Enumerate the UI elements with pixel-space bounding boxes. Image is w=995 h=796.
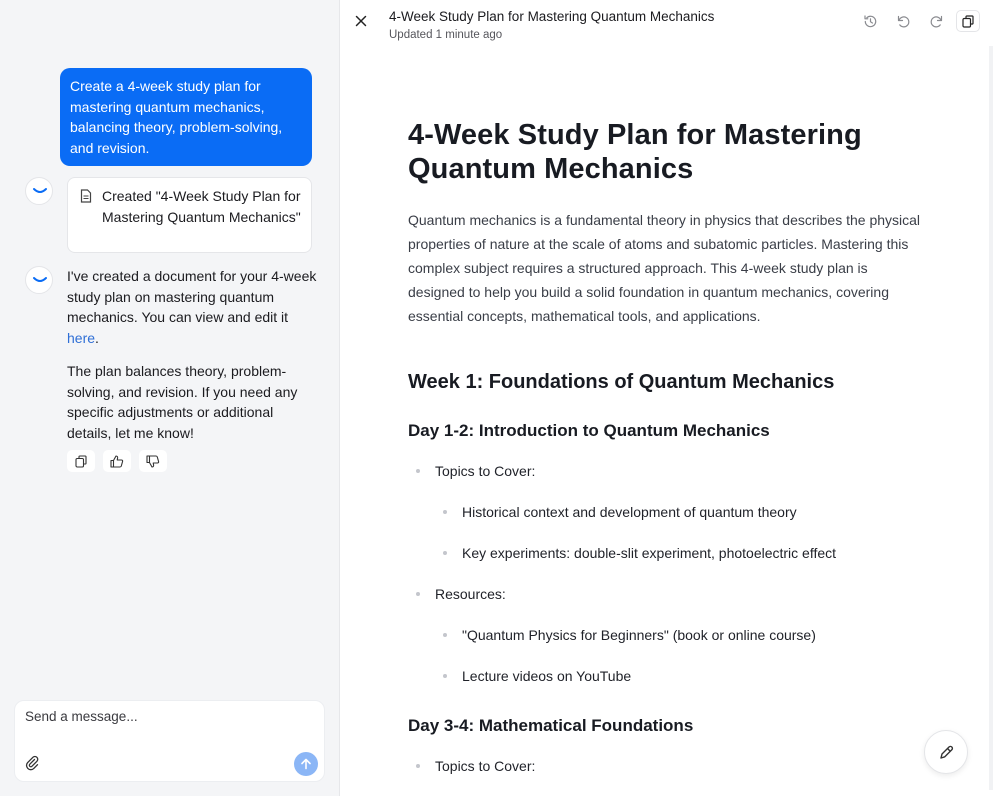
sub-list — [435, 626, 928, 685]
scrollbar[interactable] — [989, 46, 993, 790]
assistant-avatar — [25, 177, 53, 205]
assistant-text: . — [95, 329, 99, 346]
copy-icon — [75, 455, 88, 468]
assistant-paragraph: The plan balances theory, problem-solving, and revision. If you need any specific adjustments or additional details, let me know! — [67, 363, 298, 441]
document-panel — [340, 0, 995, 796]
document-updated: Updated 1 minute ago — [389, 29, 503, 41]
list-item: Historical context and development of quantum theory — [435, 503, 928, 521]
assistant-text: I've created a document for your 4-week study plan on mastering quantum mechanics. You can view and edit it — [67, 268, 317, 325]
list-item-label: Resources: — [435, 586, 506, 602]
copy-icon — [962, 15, 975, 28]
user-message: Create a 4-week study plan for mastering quantum mechanics, balancing theory, problem-solving, and revision. — [60, 68, 312, 166]
pen-icon — [938, 744, 955, 761]
redo-button[interactable] — [924, 10, 948, 32]
document-heading: 4-Week Study Plan for Mastering Quantum Mechanics — [408, 119, 862, 185]
assistant-paragraph — [67, 266, 317, 348]
arrow-up-icon — [300, 758, 312, 770]
edit-button[interactable] — [924, 730, 968, 774]
document-icon — [80, 189, 92, 203]
document-content — [408, 118, 928, 796]
list-item: "Quantum Physics for Beginners" (book or online course) — [435, 626, 928, 644]
week-heading: Week 1: Foundations of Quantum Mechanics — [408, 371, 835, 393]
message-composer — [14, 700, 325, 782]
send-button[interactable] — [294, 752, 318, 776]
thumbs-down-icon — [146, 455, 160, 468]
close-button[interactable] — [348, 8, 374, 34]
day-heading: Day 3-4: Mathematical Foundations — [408, 716, 694, 735]
assistant-message — [67, 266, 317, 456]
assistant-avatar — [25, 266, 53, 294]
message-input[interactable] — [25, 709, 315, 724]
undo-icon — [896, 14, 911, 29]
created-card-label: Created "4-Week Study Plan for Mastering Quantum Mechanics" — [102, 188, 301, 225]
list-item — [408, 462, 928, 562]
thumbs-up-button[interactable] — [103, 450, 131, 472]
thumbs-down-button[interactable] — [139, 450, 167, 472]
paperclip-icon — [25, 755, 39, 771]
message-actions — [67, 450, 167, 472]
redo-icon — [929, 14, 944, 29]
chat-panel — [0, 0, 340, 796]
list-item — [408, 585, 928, 685]
undo-button[interactable] — [891, 10, 915, 32]
topic-list — [408, 757, 928, 775]
version-history-button[interactable] — [858, 10, 882, 32]
copy-button[interactable] — [67, 450, 95, 472]
list-item: Topics to Cover: — [408, 757, 928, 775]
list-item: Lecture videos on YouTube — [435, 667, 928, 685]
copy-document-button[interactable] — [956, 10, 980, 32]
here-link[interactable]: here — [67, 329, 96, 346]
list-item: Key experiments: double-slit experiment, photoelectric effect — [435, 544, 928, 562]
list-item-label: Topics to Cover: — [435, 463, 536, 479]
history-icon — [863, 14, 878, 29]
topic-list — [408, 462, 928, 685]
assistant-logo-icon — [32, 186, 48, 196]
document-title: 4-Week Study Plan for Mastering Quantum Mechanics — [389, 9, 715, 24]
day-heading: Day 1-2: Introduction to Quantum Mechanics — [408, 421, 770, 440]
sub-list — [435, 503, 928, 562]
attach-button[interactable] — [25, 755, 39, 776]
created-document-card[interactable] — [67, 177, 312, 253]
intro-paragraph: Quantum mechanics is a fundamental theory in physics that describes the physical properties of nature at the scale of atoms and subatomic particles. Mastering this complex subject requires a structured approach. This 4-week study plan is designed to help you build a solid foundation in quantum mechanics, covering essential concepts, mathematical tools, and applications. — [408, 212, 921, 324]
thumbs-up-icon — [110, 455, 124, 468]
assistant-logo-icon — [32, 275, 48, 285]
close-icon — [355, 15, 367, 27]
